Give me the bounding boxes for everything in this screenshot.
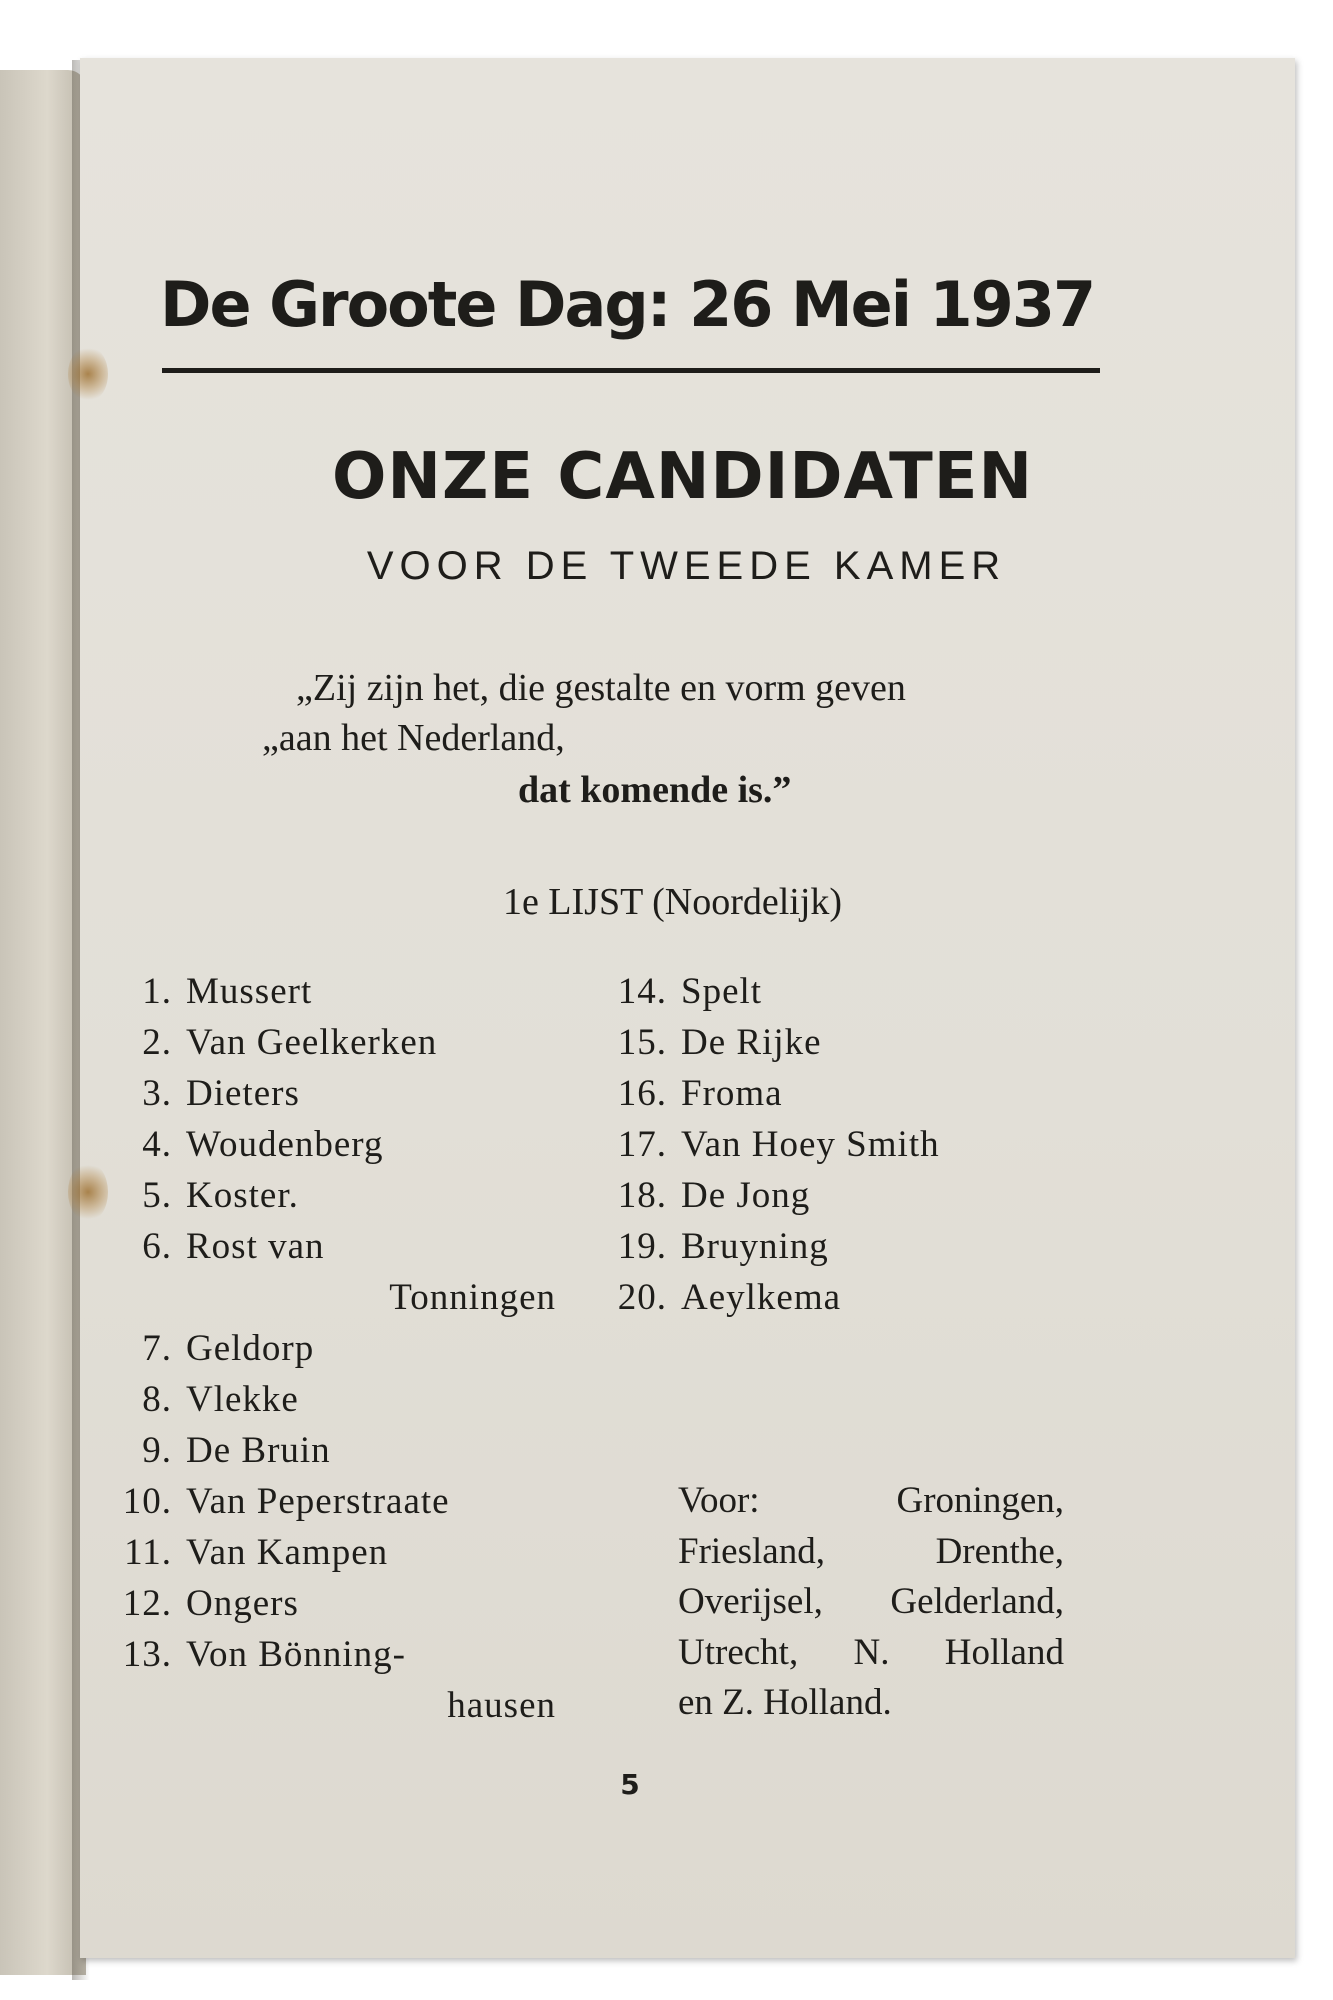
list-item-name: Dieters — [186, 1073, 300, 1114]
provinces-note — [678, 1476, 1064, 1729]
list-item — [605, 1174, 810, 1217]
list-item-number: 2. — [142, 1022, 172, 1063]
list-item-number: 15. — [617, 1022, 667, 1063]
list-item-number: 1. — [142, 971, 172, 1012]
list-item — [110, 1480, 450, 1523]
list-item-number: 19. — [617, 1226, 667, 1267]
provinces-line — [678, 1476, 1064, 1527]
list-item — [110, 1378, 299, 1421]
list-item-name: De Rijke — [681, 1022, 822, 1063]
provinces-word: Groningen, — [896, 1480, 1064, 1521]
list-item-name: Froma — [681, 1073, 783, 1114]
page-number: 5 — [620, 1768, 640, 1801]
list-item-number: 3. — [142, 1073, 172, 1114]
list-item-number: 17. — [617, 1124, 667, 1165]
list-item-number: 6. — [142, 1226, 172, 1267]
list-item-name: Rost van — [186, 1226, 325, 1267]
list-item-number: 4. — [142, 1124, 172, 1165]
list-item-name: De Jong — [681, 1175, 811, 1216]
list-item — [110, 1072, 300, 1115]
provinces-word: Friesland, — [678, 1530, 825, 1572]
list-item-number: 7. — [142, 1328, 172, 1369]
list-item-number: 9. — [142, 1430, 172, 1471]
list-item — [605, 1123, 940, 1166]
list-title: 1e LIJST (Noordelijk) — [502, 881, 843, 923]
list-item-number: 5. — [142, 1175, 172, 1216]
quote-line-3: dat komende is.” — [518, 769, 792, 811]
list-item-name: Koster. — [186, 1175, 299, 1216]
provinces-word: Utrecht, — [678, 1631, 799, 1673]
list-item-name: Spelt — [681, 971, 763, 1012]
list-item-number: 10. — [122, 1481, 172, 1522]
list-item-name: Mussert — [186, 971, 313, 1012]
list-item-continuation: hausen — [447, 1685, 556, 1726]
list-item-number: 20. — [617, 1277, 667, 1318]
list-item — [110, 1123, 383, 1166]
provinces-word: Voor: — [678, 1480, 760, 1521]
title-rule — [162, 368, 1100, 373]
list-item — [605, 970, 762, 1013]
list-item — [110, 1633, 406, 1676]
rust-stain-top — [68, 346, 108, 402]
list-item-number: 13. — [122, 1634, 172, 1675]
list-item — [110, 1327, 314, 1370]
section-heading: ONZE CANDIDATEN — [332, 440, 1033, 514]
list-item-number: 12. — [122, 1583, 172, 1624]
list-item — [605, 1021, 822, 1064]
list-item — [605, 1072, 783, 1115]
list-item-number: 18. — [617, 1175, 667, 1216]
provinces-word: Drenthe, — [935, 1530, 1064, 1572]
list-item-name: Von Bönning- — [186, 1634, 406, 1675]
list-item — [110, 1429, 331, 1472]
list-item-name: Woudenberg — [186, 1124, 384, 1165]
quote-line-2: „aan het Nederland, — [262, 717, 565, 759]
provinces-word: Gelderland, — [890, 1581, 1064, 1622]
list-item-number: 16. — [617, 1073, 667, 1114]
rust-stain-bottom — [68, 1162, 108, 1222]
list-item-name: Van Geelkerken — [186, 1022, 438, 1063]
list-item-number: 8. — [142, 1379, 172, 1420]
list-item-name: Vlekke — [186, 1379, 299, 1420]
list-item-name: Bruyning — [681, 1226, 829, 1267]
provinces-line — [678, 1678, 1064, 1729]
provinces-word: Overijsel, — [678, 1581, 823, 1622]
list-item-name: Geldorp — [186, 1328, 315, 1369]
provinces-word: N. — [853, 1631, 890, 1673]
provinces-word: Holland — [944, 1631, 1064, 1673]
list-item — [605, 1225, 829, 1268]
provinces-line — [678, 1527, 1064, 1578]
list-item-number: 11. — [124, 1532, 172, 1573]
list-item-name: Van Hoey Smith — [681, 1124, 940, 1165]
list-item-name: Van Kampen — [186, 1532, 389, 1573]
list-item — [110, 1021, 437, 1064]
provinces-line — [678, 1628, 1064, 1679]
list-item-continuation: Tonningen — [389, 1277, 556, 1318]
provinces-line — [678, 1577, 1064, 1628]
list-item-name: De Bruin — [186, 1430, 331, 1471]
list-item-number: 14. — [617, 971, 667, 1012]
list-item-name: Ongers — [186, 1583, 299, 1624]
list-item-name: Van Peperstraate — [186, 1481, 450, 1522]
list-item — [605, 1276, 841, 1319]
list-item — [110, 970, 312, 1013]
list-item — [110, 1174, 299, 1217]
list-item-name: Aeylkema — [681, 1277, 842, 1318]
page-title: De Groote Dag: 26 Mei 1937 — [160, 268, 1095, 341]
quote-line-1: „Zij zijn het, die gestalte en vorm geven — [296, 667, 906, 709]
section-subheading: VOOR DE TWEEDE KAMER — [366, 544, 1007, 588]
list-item — [110, 1582, 299, 1625]
list-item — [110, 1531, 388, 1574]
list-item — [110, 1225, 325, 1268]
provinces-word: en Z. Holland. — [678, 1682, 892, 1723]
